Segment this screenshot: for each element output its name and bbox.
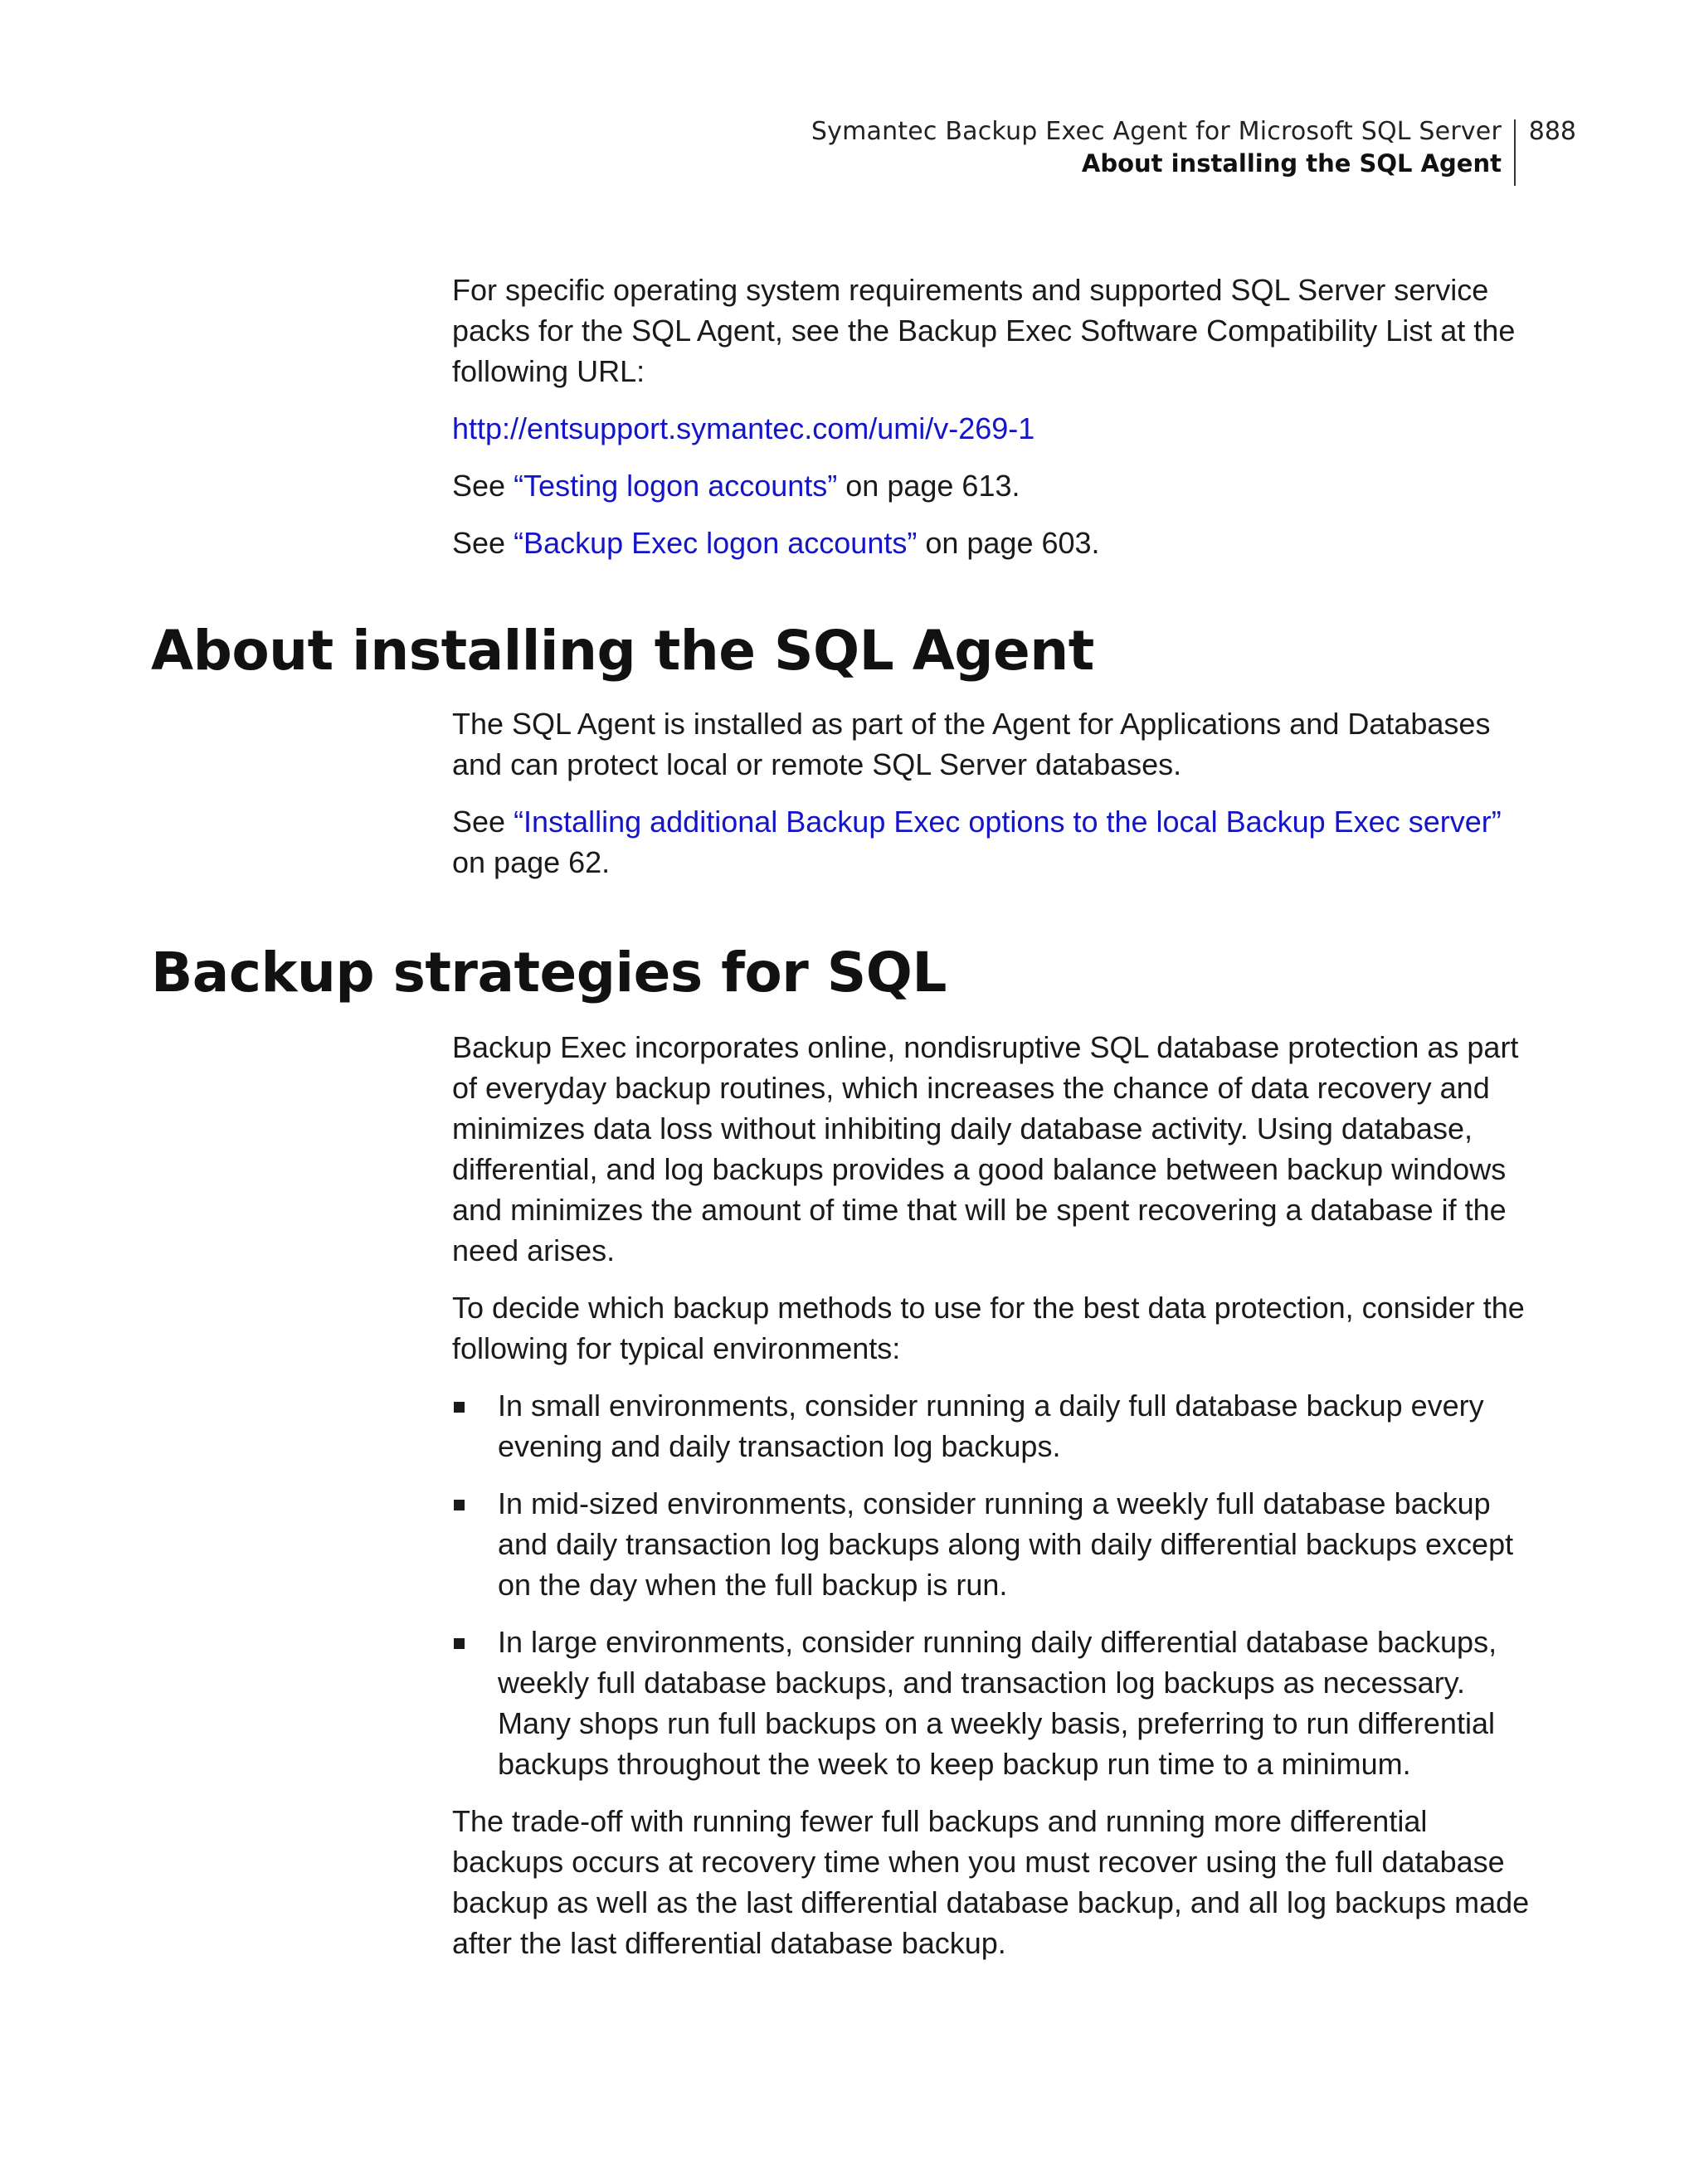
environment-list (452, 1385, 1539, 1784)
intro-block (452, 270, 1539, 563)
list-item: In small environments, consider running a daily full database backup every evening and daily transaction log backups. (452, 1385, 1539, 1467)
section1-paragraph: The SQL Agent is installed as part of the Agent for Applications and Databases and can protect local or remote SQL Server databases. (452, 707, 1491, 781)
testing-logon-accounts-link[interactable]: “Testing logon accounts” (514, 469, 838, 503)
running-header (619, 116, 1576, 186)
installing-options-link[interactable]: “Installing additional Backup Exec options to the local Backup Exec server” (514, 805, 1502, 839)
section2-body (452, 1027, 1539, 1963)
url-link[interactable]: http://entsupport.symantec.com/umi/v-269-1 (452, 411, 1035, 445)
see-testing-logon: See “Testing logon accounts” on page 613. (452, 469, 1020, 503)
section2-paragraph-1: Backup Exec incorporates online, nondisruptive SQL database protection as part of everyday backup routines, which increases the chance of data recovery and minimizes data loss without inhibiting daily database activity. Using database, differential, and log backups provides a good balance between backup windows and minimizes the amount of time that will be spent recovering a database if the need arises. (452, 1030, 1519, 1267)
section1-body (452, 703, 1539, 883)
section2-paragraph-3: The trade-off with running fewer full backups and running more differential backups occurs at recovery time when you must recover using the full database backup as well as the last differential database backup, and all log backups made after the last differential database backup. (452, 1804, 1530, 1960)
backup-exec-logon-accounts-link[interactable]: “Backup Exec logon accounts” (514, 526, 918, 560)
chapter-title: Symantec Backup Exec Agent for Microsoft SQL Server (811, 117, 1502, 146)
see-backup-exec-logon: See “Backup Exec logon accounts” on page 603. (452, 526, 1100, 560)
heading-about-installing: About installing the SQL Agent (151, 619, 1094, 683)
section2-paragraph-2: To decide which backup methods to use for the best data protection, consider the following for typical environments: (452, 1291, 1525, 1365)
list-item: In mid-sized environments, consider running a weekly full database backup and daily transaction log backups along with daily differential backups except on the day when the full backup is run. (452, 1483, 1539, 1605)
see-installing-options: See “Installing additional Backup Exec options to the local Backup Exec server” on page 62. (452, 805, 1502, 879)
intro-paragraph: For specific operating system requirements and supported SQL Server service packs for the SQL Agent, see the Backup Exec Software Compatibility List at the following URL: (452, 273, 1516, 388)
list-item: In large environments, consider running daily differential database backups, weekly full database backups, and transaction log backups as necessary. Many shops run full backups on a weekly basis, preferring to run differential backups throughout the week to keep backup run time to a minimum. (452, 1622, 1539, 1784)
heading-backup-strategies: Backup strategies for SQL (151, 941, 947, 1004)
section-title: About installing the SQL Agent (1081, 149, 1502, 178)
bullet-icon (454, 1638, 465, 1649)
header-divider (1514, 119, 1516, 186)
running-header-titles (811, 116, 1502, 179)
page-number: 888 (1528, 117, 1576, 146)
compat-list-url[interactable] (452, 408, 1539, 449)
bullet-icon (454, 1500, 465, 1510)
bullet-icon (454, 1402, 465, 1413)
